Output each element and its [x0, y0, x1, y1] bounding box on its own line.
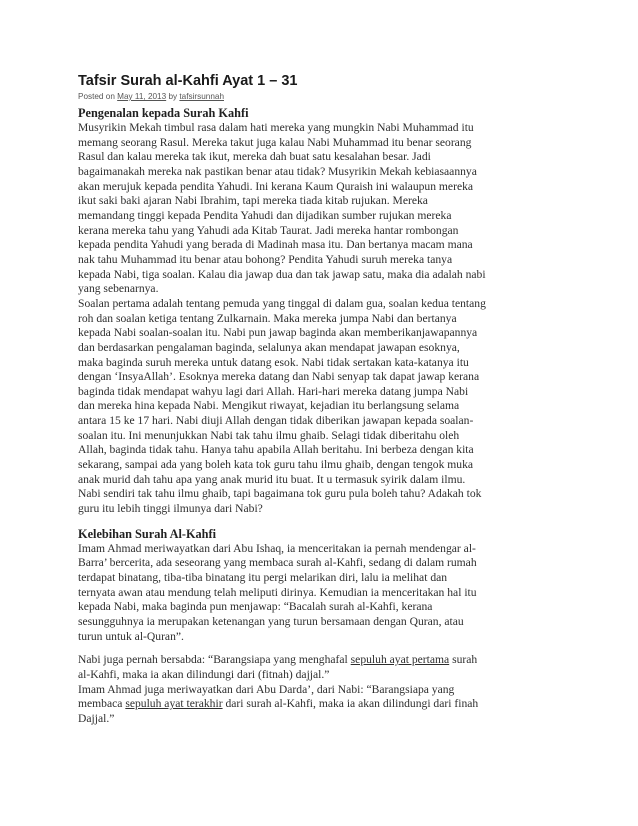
text-line: guru itu lebih tinggi ilmunya dari Nabi?: [78, 502, 263, 516]
text-line: maka baginda suruh mereka untuk datang esok. Nabi tidak sertakan kata-katanya itu: [78, 355, 469, 369]
text-line: Imam Ahmad meriwayatkan dari Abu Ishaq, ia menceritakan ia pernah mendengar al-: [78, 541, 476, 555]
text-line: Imam Ahmad juga meriwayatkan dari Abu Darda’, dari Nabi: “Barangsiapa yang: [78, 682, 455, 696]
text-line: memandang tinggi kepada Pendita Yahudi dan dijadikan sumber rujukan mereka: [78, 208, 452, 222]
article-title: Tafsir Surah al-Kahfi Ayat 1 – 31: [78, 73, 298, 89]
text-line: kepada pendita Yahudi yang berada di Madinah masa itu. Dan bertanya macam mana: [78, 238, 473, 252]
text-line: Musyrikin Mekah timbul rasa dalam hati mereka yang mungkin Nabi Muhammad itu: [78, 121, 474, 134]
posted-on-label: Posted on: [78, 92, 115, 101]
text-line: baginda tidak mendapat wahyu lagi dari Allah. Hari-hari mereka datang jumpa Nabi: [78, 384, 469, 398]
text-line: nak tahu Muhammad itu benar atau bohong? Pendita Yahudi suruh mereka tanya: [78, 252, 453, 266]
paragraph-gap: [78, 644, 566, 653]
text-line: sesungguhnya ia merupakan ketenangan yang turun bersamaan dengan Quran, atau: [78, 615, 464, 628]
text-line: ikut saki baki ajaran Nabi Ibrahim, tapi mereka tiada kitab rujukan. Mereka: [78, 194, 428, 208]
sepuluh-ayat-pertama-link[interactable]: sepuluh ayat pertama: [350, 653, 450, 667]
section-body-kelebihan: [78, 542, 566, 645]
text-fragment: dari surah al-Kahfi, maka ia akan dilindungi dari finah: [222, 697, 479, 711]
post-meta: [78, 91, 566, 102]
text-fragment: Nabi juga pernah bersabda: “Barangsiapa yang menghafal: [78, 653, 351, 667]
hadith-paragraph: [78, 653, 566, 726]
post-date-link[interactable]: May 11, 2013: [117, 92, 167, 101]
text-line: sekarang, sampai ada yang boleh kata tok guru tahu ilmu ghaib, dengan tengok muka: [78, 458, 474, 472]
text-line: antara 15 ke 17 hari. Nabi diuji Allah dengan tidak diberikan jawapan kepada soalan-: [78, 414, 474, 428]
text-line: dengan ‘InsyaAllah’. Esoknya mereka datang dan Nabi senyap tak dapat jawap kerana: [78, 370, 480, 384]
text-fragment: membaca: [78, 697, 126, 711]
text-line: kerana mereka tahu yang Yahudi ada Kitab Taurat. Jadi mereka hantar rombongan: [78, 223, 459, 237]
section-body-pengenalan: [78, 121, 566, 517]
text-line: Rasul dan kalau mereka tak ikut, mereka dah buat satu kesalahan besar. Jadi: [78, 150, 431, 164]
text-fragment: surah: [449, 653, 478, 667]
by-label: by: [168, 92, 178, 101]
text-line: Soalan pertama adalah tentang pemuda yang tinggal di dalam gua, soalan kedua tentang: [78, 296, 486, 310]
article: [78, 72, 566, 727]
text-line: memang seorang Rasul. Mereka takut juga kalau Nabi Muhammad itu benar seorang: [78, 135, 472, 149]
sepuluh-ayat-terakhir-link[interactable]: sepuluh ayat terakhir: [125, 697, 223, 711]
author-link[interactable]: tafsirsunnah: [179, 92, 224, 101]
section-heading-pengenalan: Pengenalan kepada Surah Kahfi: [78, 106, 249, 120]
text-line: kepada Nabi, maka baginda pun menjawap: “Bacalah surah al-Kahfi, kerana: [78, 600, 433, 614]
text-line: Allah, baginda tidak tahu. Hanya tahu apabila Allah beritahu. Ini berbeza dengan kita: [78, 443, 474, 457]
text-line: soalan itu. Ini menunjukkan Nabi tak tahu ilmu ghaib. Selagi tidak diberitahu oleh: [78, 428, 460, 442]
text-line: Nabi sendiri tak tahu ilmu ghaib, tapi bagaimana tok guru pula boleh tahu? Adakah tok: [78, 487, 482, 501]
text-line: Barra’ bercerita, ada seseorang yang membaca surah al-Kahfi, sedang di dalam rumah: [78, 556, 477, 570]
text-line: Dajjal.”: [78, 711, 115, 725]
text-line: kepada Nabi, tiga soalan. Kalau dia jawap dua dan tak jawap satu, maka dia adalah nabi: [78, 267, 486, 281]
text-line: [78, 653, 566, 668]
text-line: dan mereka hina kepada Nabi. Mengikut riwayat, kejadian itu berlangsung selama: [78, 399, 460, 413]
text-line: dan berdasarkan pengalaman baginda, selalunya akan mendapat jawapan esoknya,: [78, 340, 460, 354]
section-heading-kelebihan: Kelebihan Surah Al-Kahfi: [78, 526, 217, 541]
text-line: anak murid dah tahu apa yang anak murid itu buat. It u termasuk syirik dalam ilmu.: [78, 472, 466, 486]
text-line: bagaimanakah mereka nak pastikan benar atau tidak? Musyrikin Mekah kebiasaannya: [78, 164, 477, 178]
text-line: yang sebenarnya.: [78, 282, 159, 296]
text-line: turun untuk al-Quran”.: [78, 629, 184, 643]
text-line: kepada Nabi soalan-soalan itu. Nabi pun jawap baginda akan memberikanjawapannya: [78, 326, 478, 340]
text-line: terdapat binatang, tiba-tiba binatang itu pergi melarikan diri, lalu ia melihat dan: [78, 571, 448, 585]
text-line: roh dan soalan ketiga tentang Zulkarnain. Maka mereka jumpa Nabi dan bertanya: [78, 311, 457, 325]
text-line: [78, 697, 566, 712]
text-line: ternyata awan atau mendung telah meliputi dirinya. Kemudian ia menceritakan hal itu: [78, 585, 477, 599]
text-line: akan merujuk kepada pendita Yahudi. Ini kerana Kaum Quraish ini walaupun mereka: [78, 179, 474, 193]
text-line: al-Kahfi, maka ia akan dilindungi dari (fitnah) dajjal.”: [78, 667, 330, 681]
